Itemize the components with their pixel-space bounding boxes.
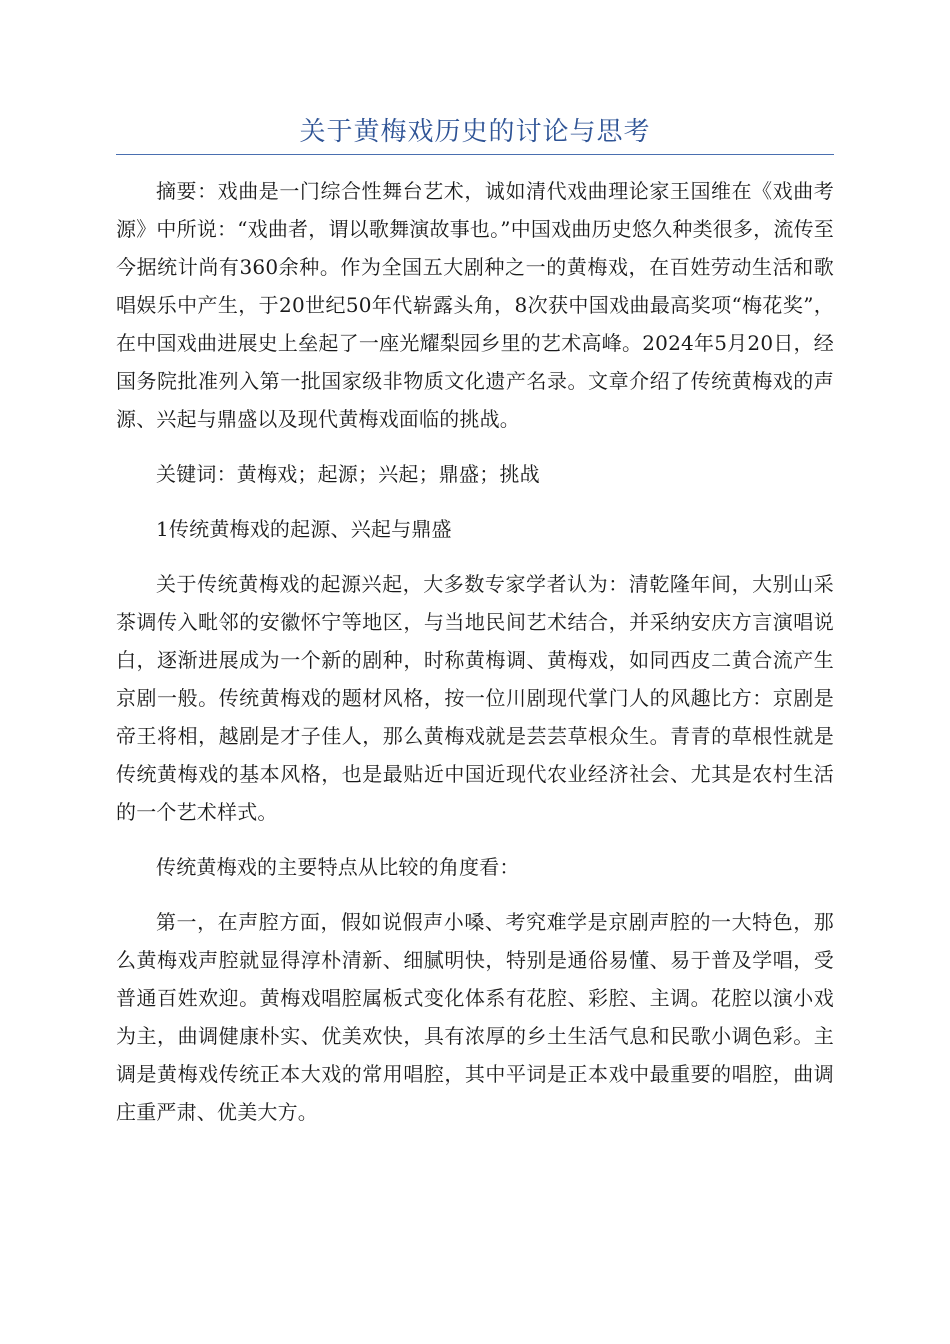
section-heading-1: 1传统黄梅戏的起源、兴起与鼎盛 [156,517,452,541]
title-underline [116,154,834,155]
body-paragraph: 传统黄梅戏的主要特点从比较的角度看： [156,855,520,879]
body-paragraph: 第一，在声腔方面，假如说假声小嗓、考究难学是京剧声腔的一大特色，那么黄梅戏声腔就显得淳朴清新、细腻明快，特别是通俗易懂、易于普及学唱，受普通百姓欢迎。黄梅戏唱腔属板式变化体系有花腔、彩腔、主调。花腔以演小戏为主，曲调健康朴实、优美欢快，具有浓厚的乡土生活气息和民歌小调色彩。主调是黄梅戏传统正本大戏的常用唱腔，其中平词是正本戏中最重要的唱腔，曲调庄重严肃、优美大方。 [116,910,834,1124]
body-paragraph: 关于传统黄梅戏的起源兴起，大多数专家学者认为：清乾隆年间，大别山采茶调传入毗邻的安徽怀宁等地区，与当地民间艺术结合，并采纳安庆方言演唱说白，逐渐进展成为一个新的剧种，时称黄梅调、黄梅戏，如同西皮二黄合流产生京剧一般。传统黄梅戏的题材风格，按一位川剧现代掌门人的风趣比方：京剧是帝王将相，越剧是才子佳人，那么黄梅戏就是芸芸草根众生。青青的草根性就是传统黄梅戏的基本风格，也是最贴近中国近现代农业经济社会、尤其是农村生活的一个艺术样式。 [116,572,834,824]
abstract-paragraph: 摘要：戏曲是一门综合性舞台艺术，诚如清代戏曲理论家王国维在《戏曲考源》中所说：“戏曲者，谓以歌舞演故事也。”中国戏曲历史悠久种类很多，流传至今据统计尚有360余种。作为全国五大剧种之一的黄梅戏，在百姓劳动生活和歌唱娱乐中产生，于20世纪50年代崭露头角，8次获中国戏曲最高奖项“梅花奖”，在中国戏曲进展史上垒起了一座光耀梨园乡里的艺术高峰。2024年5月20日，经国务院批准列入第一批国家级非物质文化遗产名录。文章介绍了传统黄梅戏的声源、兴起与鼎盛以及现代黄梅戏面临的挑战。 [116,179,834,431]
document-title: 关于黄梅戏历史的讨论与思考 [299,117,651,147]
keywords-paragraph: 关键词：黄梅戏；起源；兴起；鼎盛；挑战 [156,462,540,486]
document-body [116,172,834,1148]
